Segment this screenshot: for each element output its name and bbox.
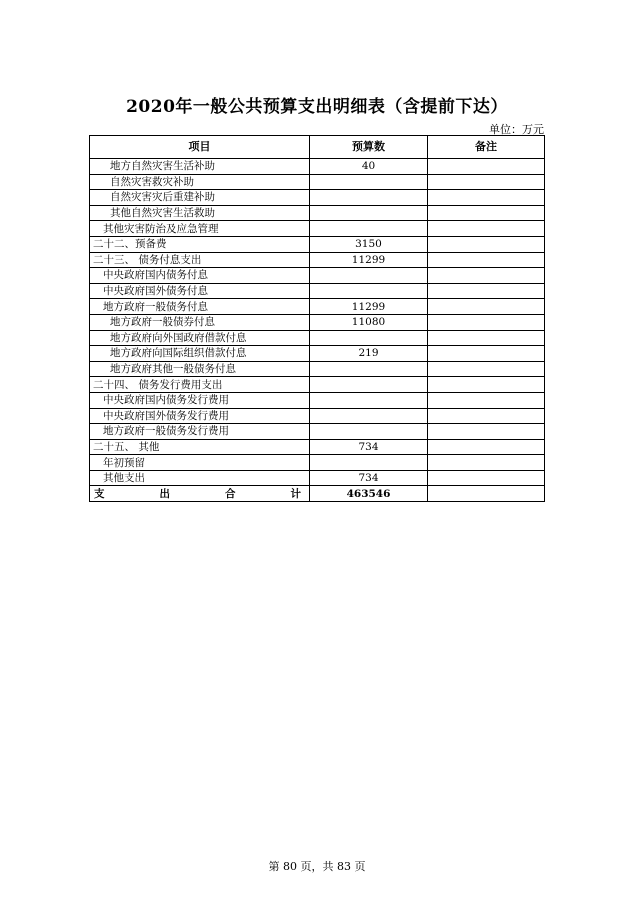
header-item: 项目 — [90, 136, 310, 159]
row-note — [428, 346, 545, 362]
budget-table — [89, 135, 545, 502]
table-header-row — [90, 136, 545, 159]
row-budget-amount — [310, 268, 428, 284]
row-item-name: 中央政府国外债务付息 — [90, 283, 310, 299]
row-budget-amount — [310, 283, 428, 299]
row-item-name: 地方自然灾害生活补助 — [90, 159, 310, 175]
row-item-name: 地方政府一般债务付息 — [90, 299, 310, 315]
document-title: 2020年一般公共预算支出明细表（含提前下达） — [126, 97, 508, 117]
table-row — [90, 392, 545, 408]
row-note — [428, 392, 545, 408]
row-note — [428, 236, 545, 252]
total-char: 合 — [225, 487, 236, 500]
total-char: 支 — [94, 487, 105, 500]
row-item-name: 中央政府国内债务发行费用 — [90, 392, 310, 408]
row-budget-amount — [310, 174, 428, 190]
table-row — [90, 408, 545, 424]
total-amount: 463546 — [310, 486, 428, 502]
row-budget-amount — [310, 190, 428, 206]
total-note — [428, 486, 545, 502]
unit-label: 单位：万元 — [489, 123, 544, 136]
row-budget-amount — [310, 330, 428, 346]
table-row — [90, 205, 545, 221]
table-row — [90, 314, 545, 330]
table-row — [90, 346, 545, 362]
row-budget-amount — [310, 424, 428, 440]
row-item-name: 自然灾害救灾补助 — [90, 174, 310, 190]
row-item-name: 二十三、 债务付息支出 — [90, 252, 310, 268]
row-note — [428, 408, 545, 424]
row-note — [428, 283, 545, 299]
table-row — [90, 424, 545, 440]
table-row — [90, 283, 545, 299]
row-item-name: 地方政府向国际组织借款付息 — [90, 346, 310, 362]
total-char: 出 — [159, 487, 170, 500]
table-row — [90, 221, 545, 237]
row-budget-amount: 11080 — [310, 314, 428, 330]
row-budget-amount: 734 — [310, 470, 428, 486]
row-item-name: 自然灾害灾后重建补助 — [90, 190, 310, 206]
row-item-name: 二十二、预备费 — [90, 236, 310, 252]
table-row — [90, 377, 545, 393]
row-item-name: 地方政府向外国政府借款付息 — [90, 330, 310, 346]
row-budget-amount — [310, 221, 428, 237]
row-budget-amount: 219 — [310, 346, 428, 362]
row-note — [428, 377, 545, 393]
row-note — [428, 174, 545, 190]
row-budget-amount — [310, 361, 428, 377]
table-row — [90, 299, 545, 315]
table-row — [90, 330, 545, 346]
total-label — [90, 486, 310, 502]
row-budget-amount — [310, 377, 428, 393]
header-budget: 预算数 — [310, 136, 428, 159]
row-budget-amount — [310, 455, 428, 471]
row-note — [428, 205, 545, 221]
total-char: 计 — [290, 487, 301, 500]
row-note — [428, 159, 545, 175]
row-item-name: 二十五、 其他 — [90, 439, 310, 455]
table-row — [90, 190, 545, 206]
row-note — [428, 361, 545, 377]
row-note — [428, 330, 545, 346]
row-budget-amount: 3150 — [310, 236, 428, 252]
table-row — [90, 268, 545, 284]
header-note: 备注 — [428, 136, 545, 159]
row-budget-amount: 11299 — [310, 252, 428, 268]
row-note — [428, 424, 545, 440]
row-note — [428, 221, 545, 237]
row-item-name: 中央政府国内债务付息 — [90, 268, 310, 284]
row-item-name: 年初预留 — [90, 455, 310, 471]
table-row — [90, 439, 545, 455]
row-item-name: 中央政府国外债务发行费用 — [90, 408, 310, 424]
row-budget-amount — [310, 408, 428, 424]
row-note — [428, 299, 545, 315]
row-note — [428, 439, 545, 455]
table-row — [90, 236, 545, 252]
row-item-name: 地方政府一般债务发行费用 — [90, 424, 310, 440]
table-row — [90, 174, 545, 190]
row-item-name: 其他自然灾害生活救助 — [90, 205, 310, 221]
row-item-name: 二十四、 债务发行费用支出 — [90, 377, 310, 393]
row-budget-amount — [310, 205, 428, 221]
page-number: 第 80 页，共 83 页 — [268, 860, 366, 873]
row-note — [428, 455, 545, 471]
row-budget-amount — [310, 392, 428, 408]
table-row — [90, 455, 545, 471]
table-row — [90, 159, 545, 175]
row-note — [428, 252, 545, 268]
row-item-name: 其他支出 — [90, 470, 310, 486]
row-budget-amount: 40 — [310, 159, 428, 175]
table-row — [90, 252, 545, 268]
row-note — [428, 268, 545, 284]
row-item-name: 地方政府其他一般债务付息 — [90, 361, 310, 377]
row-budget-amount: 11299 — [310, 299, 428, 315]
row-note — [428, 470, 545, 486]
table-row — [90, 470, 545, 486]
row-budget-amount: 734 — [310, 439, 428, 455]
row-item-name: 地方政府一般债券付息 — [90, 314, 310, 330]
table-row — [90, 361, 545, 377]
row-note — [428, 190, 545, 206]
row-note — [428, 314, 545, 330]
row-item-name: 其他灾害防治及应急管理 — [90, 221, 310, 237]
total-row — [90, 486, 545, 502]
